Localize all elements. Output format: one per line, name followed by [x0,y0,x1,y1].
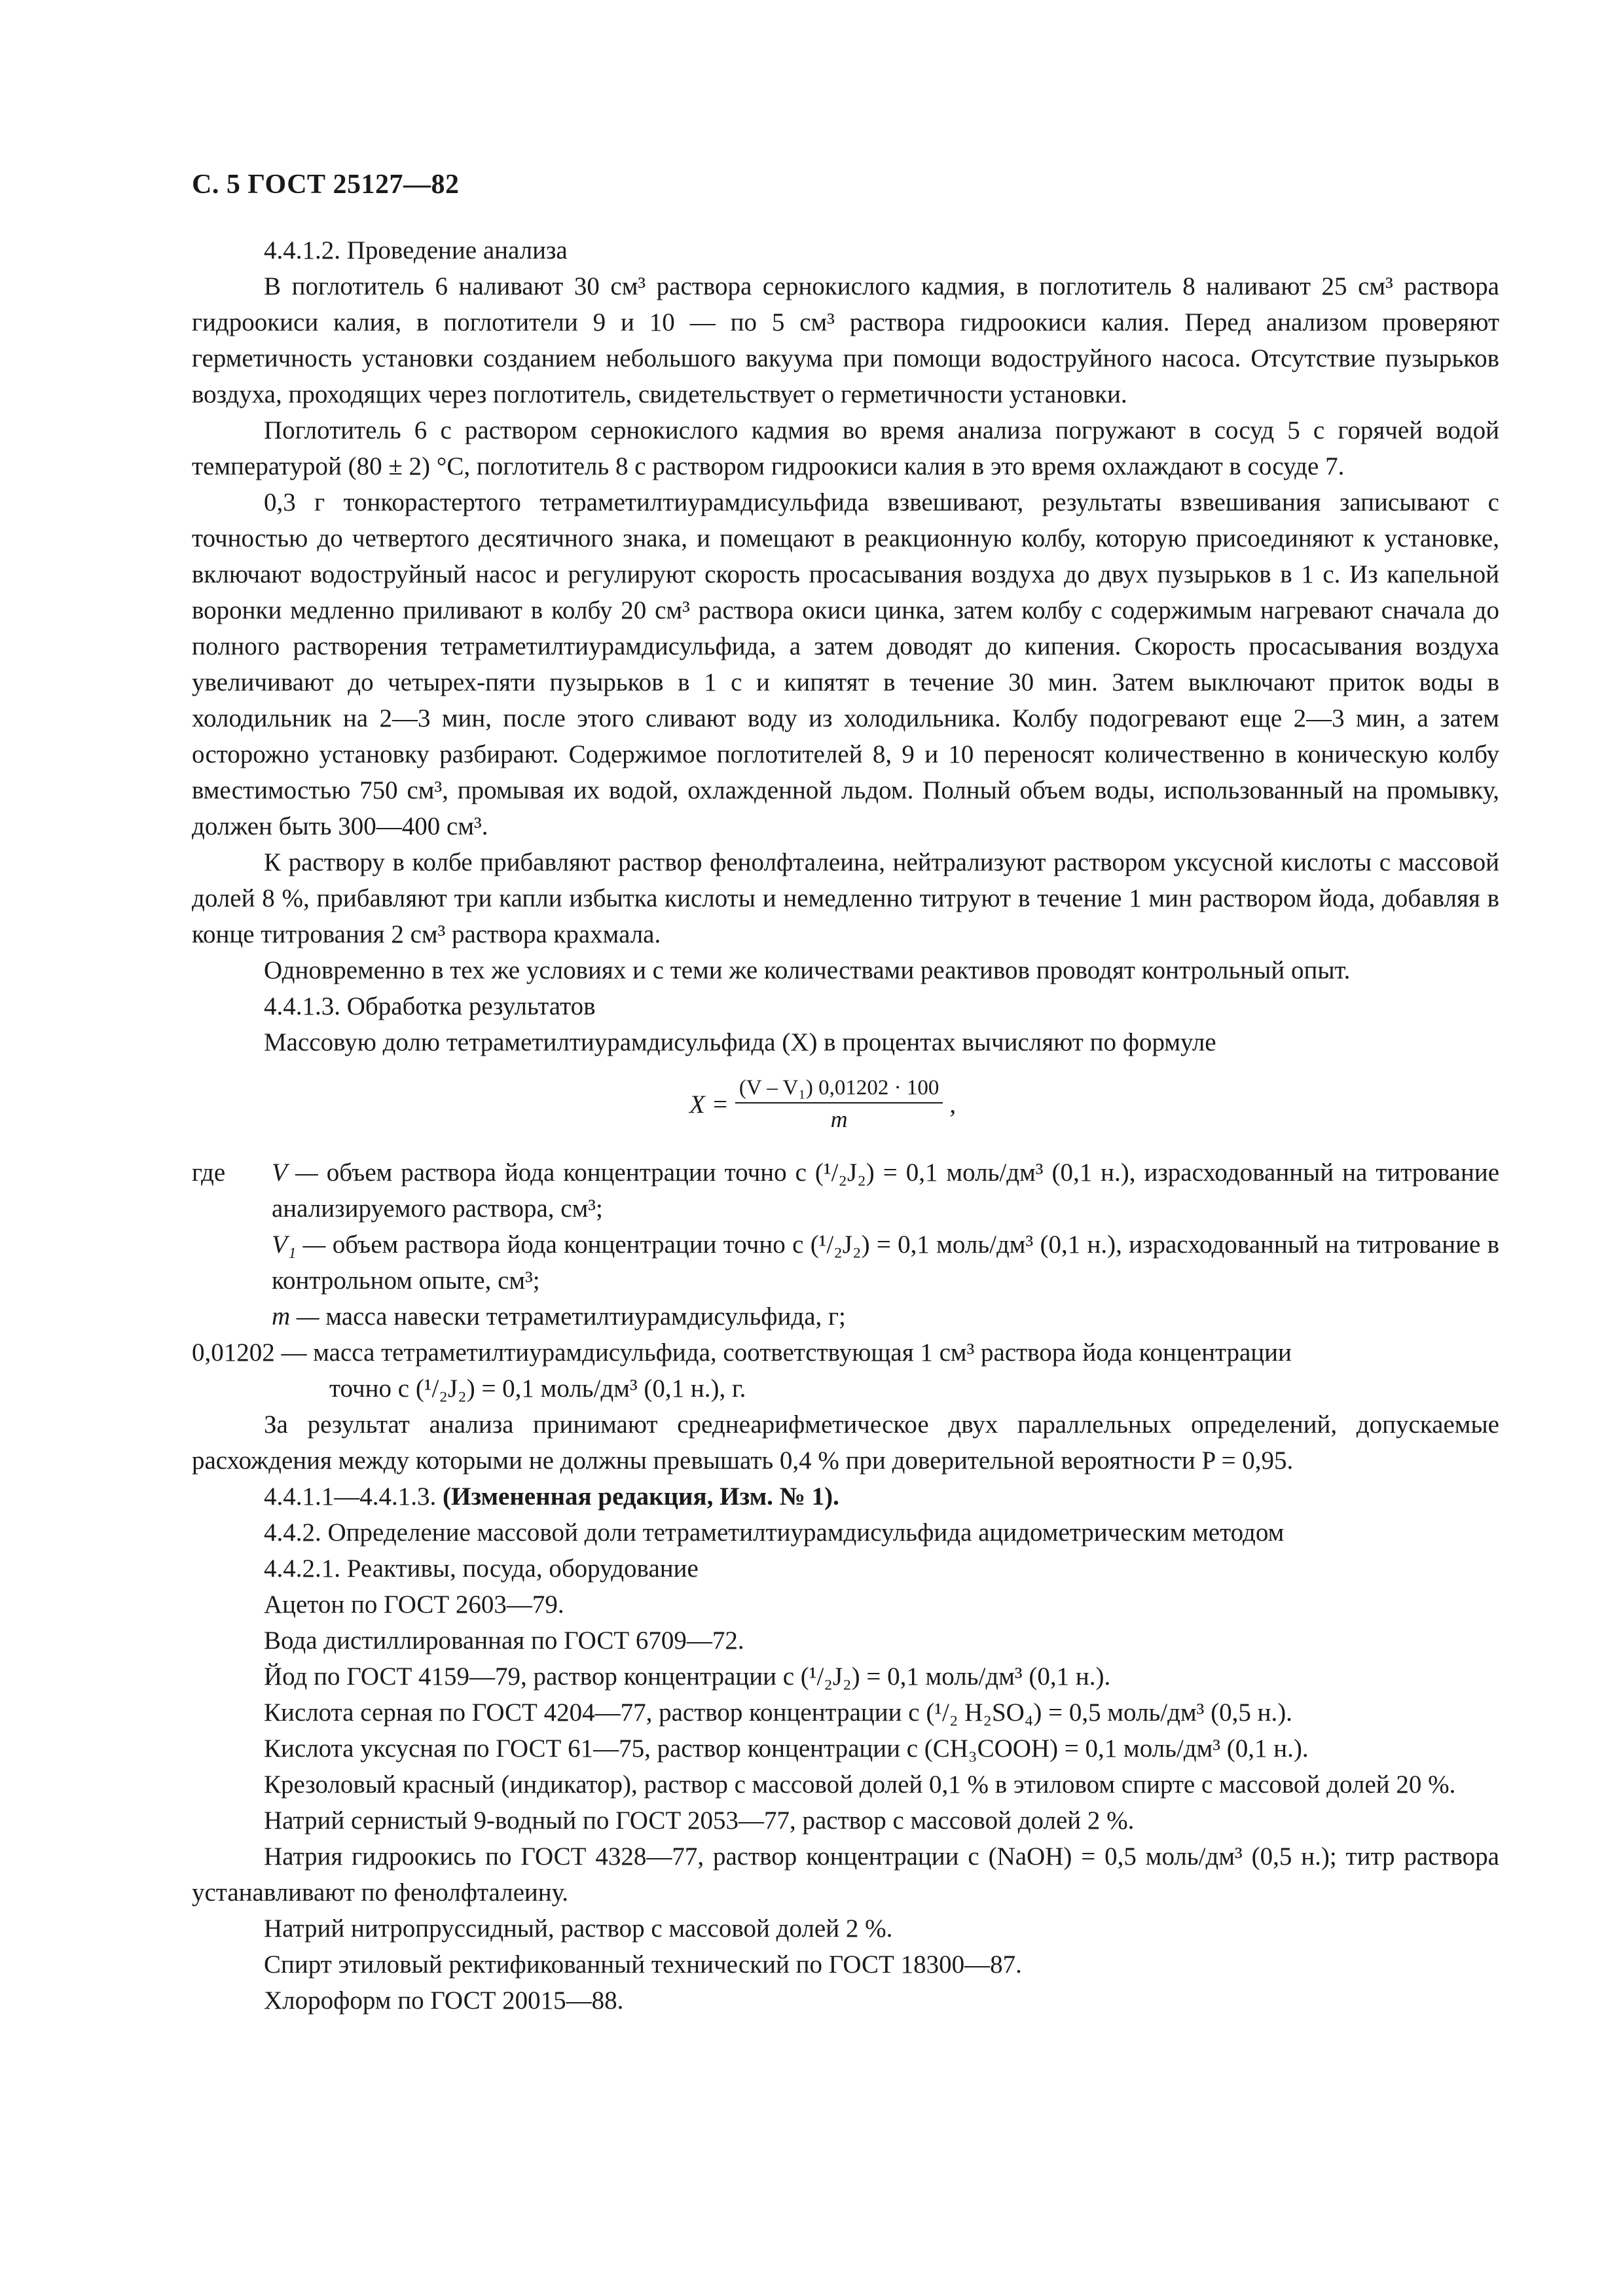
formula [689,1073,956,1135]
paragraph-control-test: Одновременно в тех же условиях и с теми же количествами реактивов проводят контрольный опыт. [264,956,1351,984]
definition-text: объем раствора йода концентрации точно c (¹/₂J₂) = 0,1 моль/дм³ (0,1 н.), израсходованный на титрование анализируемого раствора, см³; [272,1158,1500,1223]
reagent-item: Натрий нитропруссидный, раствор с массовой долей 2 %. [264,1914,893,1943]
definition-symbol: V₁ — [272,1230,326,1259]
section-title-4413: 4.4.1.3. Обработка результатов [264,992,596,1020]
reagent-item: Кислота уксусная по ГОСТ 61—75, раствор концентрации c (CH₃COOH) = 0,1 моль/дм³ (0,1 н.). [264,1734,1309,1763]
formula-numerator: (V – V₁) 0,01202 · 100 [739,1076,939,1100]
reagent-item: Натрия гидроокись по ГОСТ 4328—77, раствор концентрации c (NaOH) = 0,5 моль/дм³ (0,5 н.); титр раствора устанавливают по фенолфталеину. [192,1842,1499,1907]
amendment-note [192,1479,1499,1515]
reagent-item: Йод по ГОСТ 4159—79, раствор концентрации c (¹/₂J₂) = 0,1 моль/дм³ (0,1 н.). [264,1662,1111,1691]
reagent-item: Вода дистиллированная по ГОСТ 6709—72. [264,1626,744,1655]
document-body [192,232,1499,2018]
formula-block [192,1066,1499,1151]
formula-lhs: X = [689,1090,729,1119]
page-header: С. 5 ГОСТ 25127—82 [192,170,460,200]
definition-constant: 0,01202 — масса тетраметилтиурамдисульфида, соответствующая 1 см³ раствора йода концентрации [192,1338,1292,1367]
section-title-442: 4.4.2. Определение массовой доли тетраметилтиурамдисульфида ацидометрическим методом [264,1518,1285,1547]
reagent-item: Спирт этиловый ректификованный технический по ГОСТ 18300—87. [264,1950,1022,1979]
amendment-ref: 4.4.1.1—4.4.1.3. [264,1482,437,1511]
definition-v1-body [272,1227,1499,1299]
paragraph-titration: К раствору в колбе прибавляют раствор фенолфталеина, нейтрализуют раствором уксусной кислоты с массовой долей 8 %, прибавляют три капли избытка кислоты и немедленно титруют в течение 1 мин раствором йода, добавляя в конце титрования 2 см³ раствора крахмала. [192,848,1499,948]
formula-denominator: m [830,1106,848,1132]
reagent-item: Крезоловый красный (индикатор), раствор с массовой долей 0,1 % в этиловом спирте с массовой долей 20 %. [264,1770,1456,1799]
paragraph-absorbers: В поглотитель 6 наливают 30 см³ раствора сернокислого кадмия, в поглотитель 8 наливают 25 см³ раствора гидроокиси калия, в поглотители 9 и 10 — по 5 см³ раствора гидроокиси калия. Перед анализом проверяют герметичность установки созданием небольшого вакуума при помощи водоструйного насоса. Отсутствие пузырьков воздуха, проходящих через поглотитель, свидетельствует о герметичности установки. [192,272,1499,408]
where-label: где [192,1158,226,1187]
reagent-item: Кислота серная по ГОСТ 4204—77, раствор концентрации c (¹/₂ H₂SO₄) = 0,5 моль/дм³ (0,5 н.). [264,1698,1292,1727]
definition-v [192,1155,1499,1227]
definition-text: масса навески тетраметилтиурамдисульфида, г; [325,1302,846,1331]
definition-v-body [272,1155,1499,1227]
section-title-4421: 4.4.2.1. Реактивы, посуда, оборудование [264,1554,699,1583]
definition-text: объем раствора йода концентрации точно c (¹/₂J₂) = 0,1 моль/дм³ (0,1 н.), израсходованный на титрование в контрольном опыте, см³; [272,1230,1500,1295]
amendment-label: (Измененная редакция, Изм. № 1). [443,1482,839,1511]
paragraph-absorber-heating: Поглотитель 6 с раствором сернокислого кадмия во время анализа погружают в сосуд 5 с горячей водой температурой (80 ± 2) °С, поглотитель 8 с раствором гидроокиси калия в это время охлаждают в сосуде 7. [192,416,1499,480]
definition-m-body [272,1299,1499,1335]
reagent-item: Хлороформ по ГОСТ 20015—88. [264,1986,624,2015]
reagent-item: Натрий сернистый 9-водный по ГОСТ 2053—77, раствор с массовой долей 2 %. [264,1806,1135,1835]
definition-symbol: V — [272,1158,318,1187]
definition-v1 [192,1227,1499,1299]
paragraph-formula-intro: Массовую долю тетраметилтиурамдисульфида (X) в процентах вычисляют по формуле [264,1028,1216,1056]
reagent-item: Ацетон по ГОСТ 2603—79. [264,1590,564,1619]
paragraph-procedure: 0,3 г тонкорастертого тетраметилтиурамдисульфида взвешивают, результаты взвешивания записывают с точностью до четвертого десятичного знака, и помещают в реакционную колбу, которую присоединяют к установке, включают водоструйный насос и регулируют скорость просасывания воздуха до двух пузырьков в 1 с. Из капельной воронки медленно приливают в колбу 20 см³ раствора окиси цинка, затем колбу с содержимым нагревают сначала до полного растворения тетраметилтиурамдисульфида, а затем доводят до кипения. Скорость просасывания воздуха увеличивают до четырех-пяти пузырьков в 1 с и кипятят в течение 30 мин. Затем выключают приток воды в холодильник на 2—3 мин, после этого сливают воду из холодильника. Колбу подогревают еще 2—3 мин, а затем осторожно установку разбирают. Содержимое поглотителей 8, 9 и 10 переносят количественно в коническую колбу вместимостью 750 см³, промывая их водой, охлажденной льдом. Полный объем воды, использованный на промывку, должен быть 300—400 см³. [192,488,1499,840]
paragraph-result: За результат анализа принимают среднеарифметическое двух параллельных определений, допускаемые расхождения между которыми не должны превышать 0,4 % при доверительной вероятности P = 0,95. [192,1410,1499,1475]
definition-symbol: m — [272,1302,319,1331]
definition-m [192,1299,1499,1335]
section-title-4412: 4.4.1.2. Проведение анализа [264,236,568,264]
definition-constant-cont: точно c (¹/₂J₂) = 0,1 моль/дм³ (0,1 н.), г. [329,1374,746,1403]
formula-tail: , [949,1090,957,1119]
formula-fraction [735,1073,943,1135]
